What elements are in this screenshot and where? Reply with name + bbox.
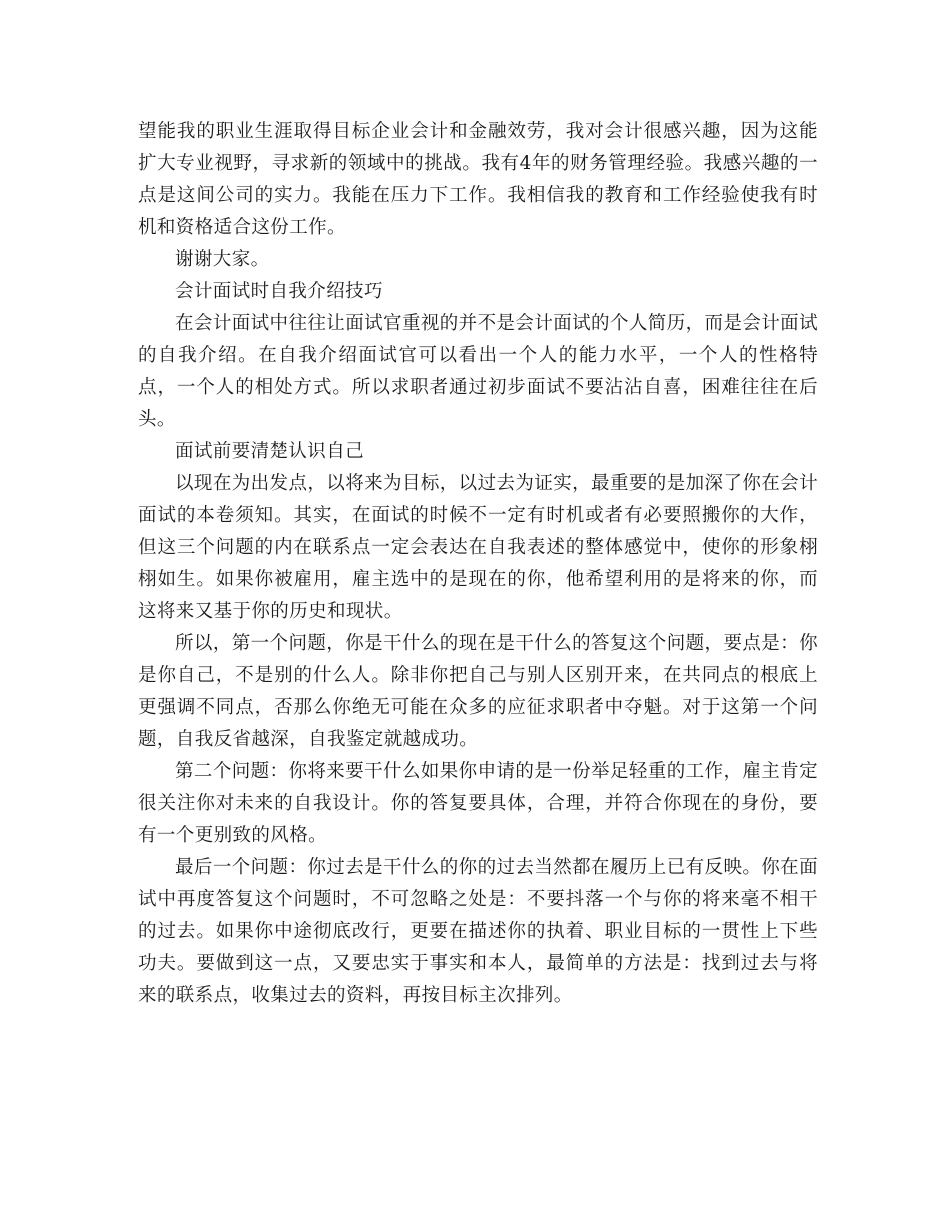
paragraph-present-future-past: 以现在为出发点，以将来为目标，以过去为证实，最重要的是加深了你在会计面试的本卷须知。其实，在面试的时候不一定有时机或者有必要照搬你的大作，但这三个问题的内在联系点一定会表达在自我表述的整体感觉中，使你的形象栩栩如生。如果你被雇用，雇主选中的是现在的你，他希望利用的是将来的你，而这将来又基于你的历史和现状。 [138, 473, 818, 622]
paragraph-thanks: 谢谢大家。 [175, 249, 270, 270]
document-body [138, 116, 818, 1012]
paragraph-question-three: 最后一个问题：你过去是干什么的你的过去当然都在履历上已有反映。你在面试中再度答复这个问题时，不可忽略之处是：不要抖落一个与你的将来毫不相干的过去。如果你中途彻底改行，更要在描述你的执着、职业目标的一贯性上下些功夫。要做到这一点，又要忠实于事实和本人，最简单的方法是：找到过去与将来的联系点，收集过去的资料，再按目标主次排列。 [138, 857, 818, 1006]
section-heading-self-intro-tips: 会计面试时自我介绍技巧 [175, 281, 383, 302]
paragraph-continuation: 望能我的职业生涯取得目标企业会计和金融效劳，我对会计很感兴趣，因为这能扩大专业视野，寻求新的领域中的挑战。我有4年的财务管理经验。我感兴趣的一点是这间公司的实力。我能在压力下工作。我相信我的教育和工作经验使我有时机和资格适合这份工作。 [138, 121, 818, 238]
paragraph-question-two: 第二个问题：你将来要干什么如果你申请的是一份举足轻重的工作，雇主肯定很关注你对未来的自我设计。你的答复要具体，合理，并符合你现在的身份，要有一个更别致的风格。 [138, 761, 818, 846]
paragraph-self-intro-importance: 在会计面试中往往让面试官重视的并不是会计面试的个人简历，而是会计面试的自我介绍。在自我介绍面试官可以看出一个人的能力水平，一个人的性格特点，一个人的相处方式。所以求职者通过初步面试不要沾沾自喜，困难往往在后头。 [138, 313, 818, 430]
section-heading-know-yourself: 面试前要清楚认识自己 [175, 441, 365, 462]
paragraph-question-one: 所以，第一个问题，你是干什么的现在是干什么的答复这个问题，要点是：你是你自己，不是别的什么人。除非你把自己与别人区别开来，在共同点的根底上更强调不同点，否那么你绝无可能在众多的应征求职者中夺魁。对于这第一个问题，自我反省越深，自我鉴定就越成功。 [138, 633, 818, 750]
